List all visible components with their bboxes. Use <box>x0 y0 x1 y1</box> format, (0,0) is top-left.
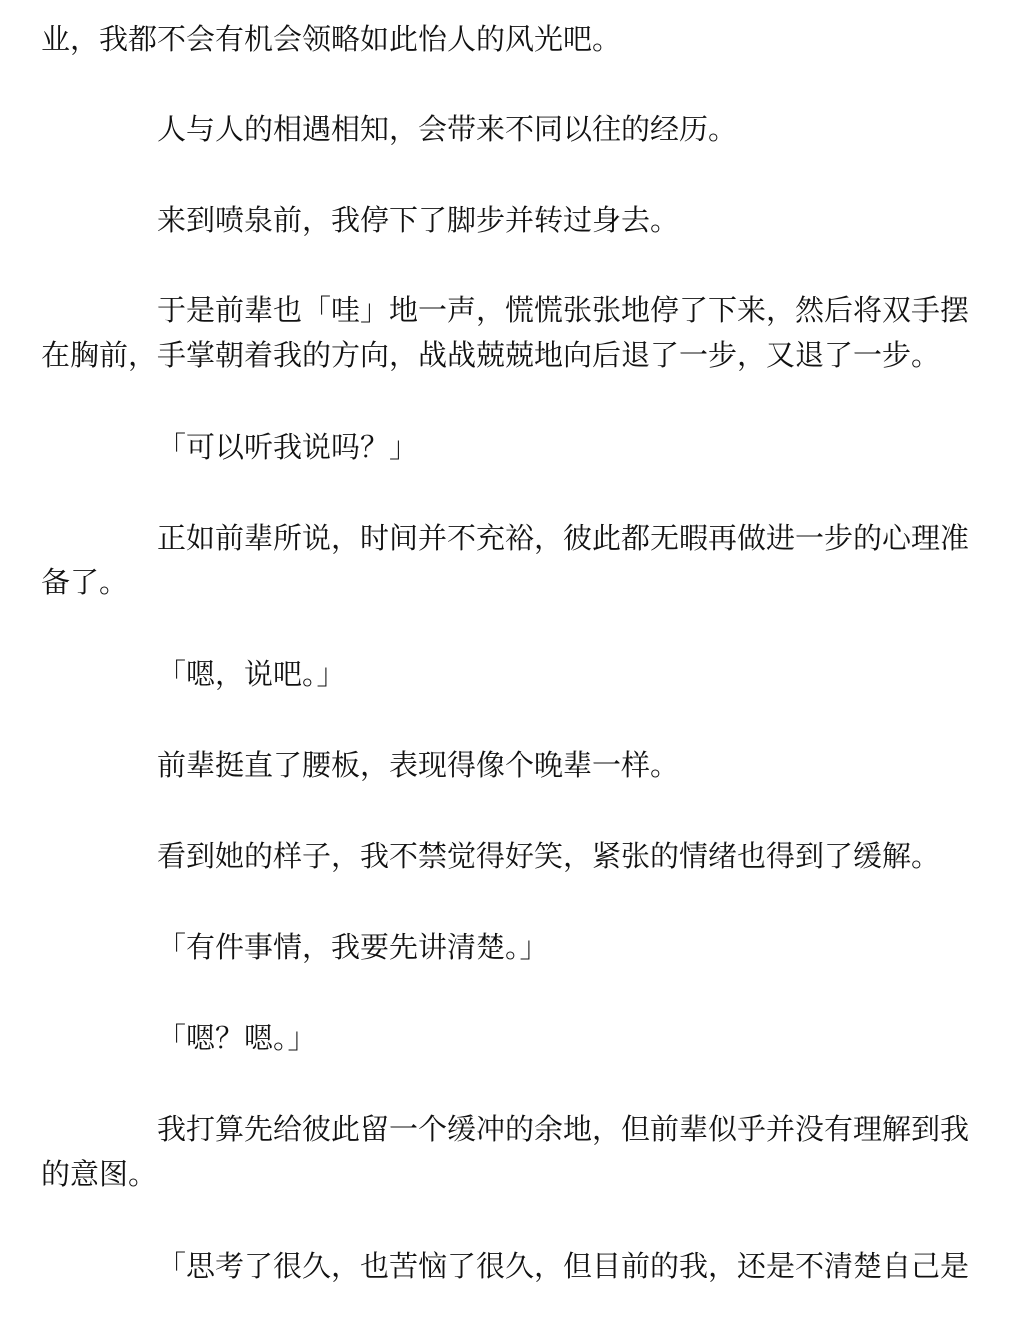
text-line: 「思考了很久，也苦恼了很久，但目前的我，还是不清楚自己是 <box>157 1249 970 1283</box>
text-line: 「可以听我说吗？」 <box>157 430 419 464</box>
text-line: 业，我都不会有机会领略如此怡人的风光吧。 <box>41 22 622 56</box>
text-line: 于是前辈也「哇」地一声，慌慌张张地停了下来，然后将双手摆 <box>157 293 970 327</box>
text-line: 前辈挺直了腰板，表现得像个晚辈一样。 <box>157 748 680 782</box>
text-line: 备了。 <box>41 565 129 599</box>
text-line: 看到她的样子，我不禁觉得好笑，紧张的情绪也得到了缓解。 <box>157 839 941 873</box>
text-line: 来到喷泉前，我停下了脚步并转过身去。 <box>157 203 680 237</box>
text-line: 的意图。 <box>41 1157 158 1191</box>
text-line: 正如前辈所说，时间并不充裕，彼此都无暇再做进一步的心理准 <box>157 521 970 555</box>
text-line: 在胸前，手掌朝着我的方向，战战兢兢地向后退了一步，又退了一步。 <box>41 338 941 372</box>
text-line: 我打算先给彼此留一个缓冲的余地，但前辈似乎并没有理解到我 <box>157 1112 970 1146</box>
text-line: 「嗯，说吧。」 <box>157 657 346 691</box>
text-line: 「嗯？嗯。」 <box>157 1021 317 1055</box>
text-line: 「有件事情，我要先讲清楚。」 <box>157 930 549 964</box>
text-line: 人与人的相遇相知，会带来不同以往的经历。 <box>157 112 738 146</box>
